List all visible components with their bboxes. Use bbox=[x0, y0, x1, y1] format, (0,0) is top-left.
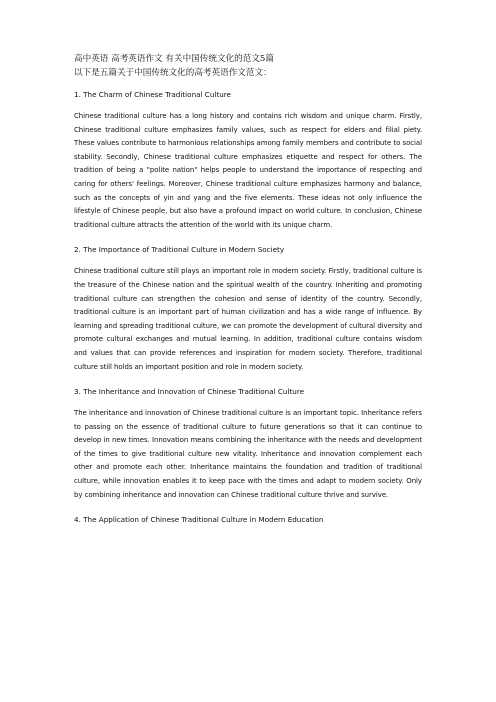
section-3-body: The inheritance and innovation of Chinese traditional culture is an important topic. Inheritance refers to passing on the essence of traditional culture to future generations so that it can continue to develop in new times. Innovation means combining the inheritance with the needs and development of the times to give traditional culture new vitality. Inheritance and innovation complement each other and promote each other. Inheritance maintains the foundation and tradition of traditional culture, while innovation enables it to keep pace with the times and adapt to modern society. Only by combining inheritance and innovation can Chinese traditional culture thrive and survive. bbox=[74, 409, 422, 499]
document-title: 高中英语 高考英语作文 有关中国传统文化的范文5篇 bbox=[74, 54, 274, 64]
section-1-body: Chinese traditional culture has a long history and contains rich wisdom and unique charm. Firstly, Chinese traditional culture emphasizes family values, such as respect for elders and filial piety. These values contribute to harmonious relationships among family members and contribute to social stability. Secondly, Chinese traditional culture emphasizes etiquette and respect for others. The tradition of being a "polite nation" helps people to understand the importance of respecting and caring for others' feelings. Moreover, Chinese traditional culture emphasizes harmony and balance, such as the concepts of yin and yang and the five elements. These ideas not only influence the lifestyle of Chinese people, but also have a profound impact on world culture. In conclusion, Chinese traditional culture attracts the attention of the world with its unique charm. bbox=[74, 112, 422, 229]
section-4-heading: 4. The Application of Chinese Traditional Culture in Modern Education bbox=[74, 515, 324, 525]
document-intro: 以下是五篇关于中国传统文化的高考英语作文范文： bbox=[74, 68, 272, 78]
document-content bbox=[74, 52, 422, 535]
section-3-heading: 3. The Inheritance and Innovation of Chinese Traditional Culture bbox=[74, 387, 305, 397]
section-2-body: Chinese traditional culture still plays an important role in modern society. Firstly, traditional culture is the treasure of the Chinese nation and the spiritual wealth of the country. Inheriting and promoting traditional culture can strengthen the cohesion and sense of identity of the country. Secondly, traditional culture is an important part of human civilization and has a wide range of influence. By learning and spreading traditional culture, we can promote the development of cultural diversity and promote cultural exchanges and mutual learning. In addition, traditional culture contains wisdom and values that can provide references and inspiration for modern society. Therefore, traditional culture still holds an important position and role in modern society. bbox=[74, 267, 422, 371]
section-1-heading: 1. The Charm of Chinese Traditional Culture bbox=[74, 90, 231, 99]
section-2-heading: 2. The Importance of Traditional Culture in Modern Society bbox=[74, 245, 285, 255]
